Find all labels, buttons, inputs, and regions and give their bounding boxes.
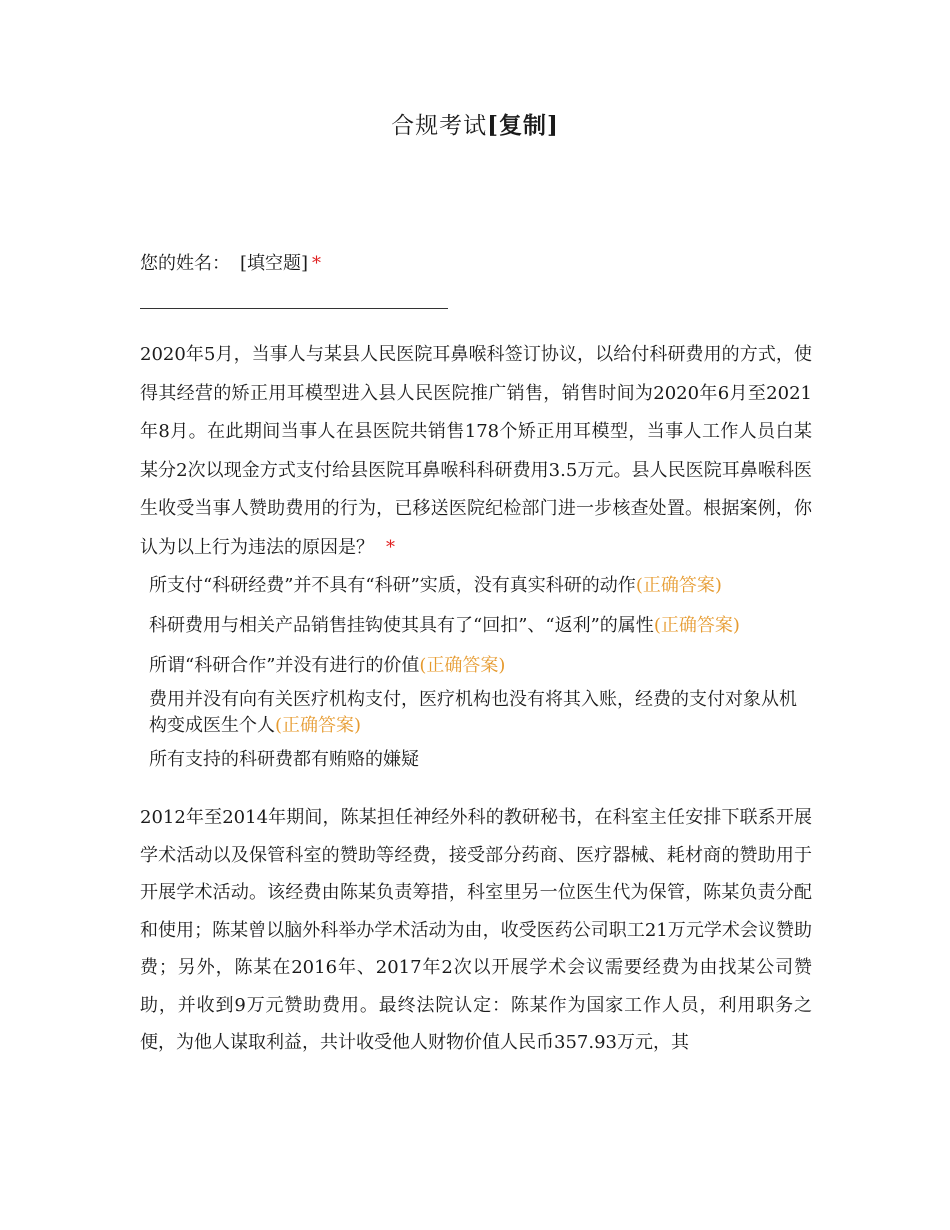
question-2-options (140, 573, 812, 773)
question-3-body: 2012年至2014年期间，陈某担任神经外科的教研秘书，在科室主任安排下联系开展学术活动以及保管科室的赞助等经费，接受部分药商、医疗器械、耗材商的赞助用于开展学术活动。该经费由陈某负责筹措，科室里另一位医生代为保管，陈某负责分配和使用；陈某曾以脑外科举办学术活动为由，收受医药公司职工21万元学术会议赞助费；另外，陈某在2016年、2017年2次以开展学术会议需要经费为由找某公司赞助，并收到9万元赞助费用。最终法院认定：陈某作为国家工作人员，利用职务之便，为他人谋取利益，共计收受他人财物价值人民币357.93万元，其 (140, 807, 812, 1053)
option-text: 科研费用与相关产品销售挂钩使其具有了“回扣”、“返利”的属性 (149, 615, 654, 636)
correct-answer-tag: (正确答案) (653, 615, 740, 636)
option-1[interactable] (149, 573, 812, 599)
option-text: 所有支持的科研费都有贿赂的嫌疑 (149, 749, 419, 770)
correct-answer-tag: (正确答案) (635, 575, 722, 596)
option-4[interactable] (149, 687, 812, 739)
option-text: 费用并没有向有关医疗机构支付，医疗机构也没有将其入账，经费的支付对象从机构变成医生个人 (149, 689, 797, 736)
name-question (140, 250, 812, 278)
required-mark: * (386, 536, 395, 558)
question-2-text (140, 336, 812, 567)
name-question-label: 您的姓名： (140, 253, 230, 274)
title-suffix: [复制] (487, 112, 559, 139)
option-text: 所支付“科研经费”并不具有“科研”实质，没有真实科研的动作 (149, 575, 636, 596)
option-5[interactable] (149, 747, 812, 773)
correct-answer-tag: (正确答案) (419, 655, 506, 676)
name-answer-blank[interactable] (140, 308, 448, 309)
question-3-text (140, 799, 812, 1062)
page-title (0, 110, 950, 142)
survey-content (140, 250, 812, 1062)
option-2[interactable] (149, 613, 812, 639)
question-type-tag: [填空题] (240, 253, 309, 274)
option-3[interactable] (149, 653, 812, 679)
question-2-body: 2020年5月，当事人与某县人民医院耳鼻喉科签订协议，以给付科研费用的方式，使得其经营的矫正用耳模型进入县人民医院推广销售，销售时间为2020年6月至2021年8月。在此期间当事人在县医院共销售178个矫正用耳模型，当事人工作人员白某某分2次以现金方式支付给县医院耳鼻喉科科研费用3.5万元。县人民医院耳鼻喉科医生收受当事人赞助费用的行为，已移送医院纪检部门进一步核查处置。根据案例，你认为以上行为违法的原因是？ (140, 344, 812, 558)
option-text: 所谓“科研合作”并没有进行的价值 (149, 655, 420, 676)
required-mark: * (312, 253, 322, 274)
title-text: 合规考试 (391, 113, 488, 139)
correct-answer-tag: (正确答案) (275, 715, 362, 736)
